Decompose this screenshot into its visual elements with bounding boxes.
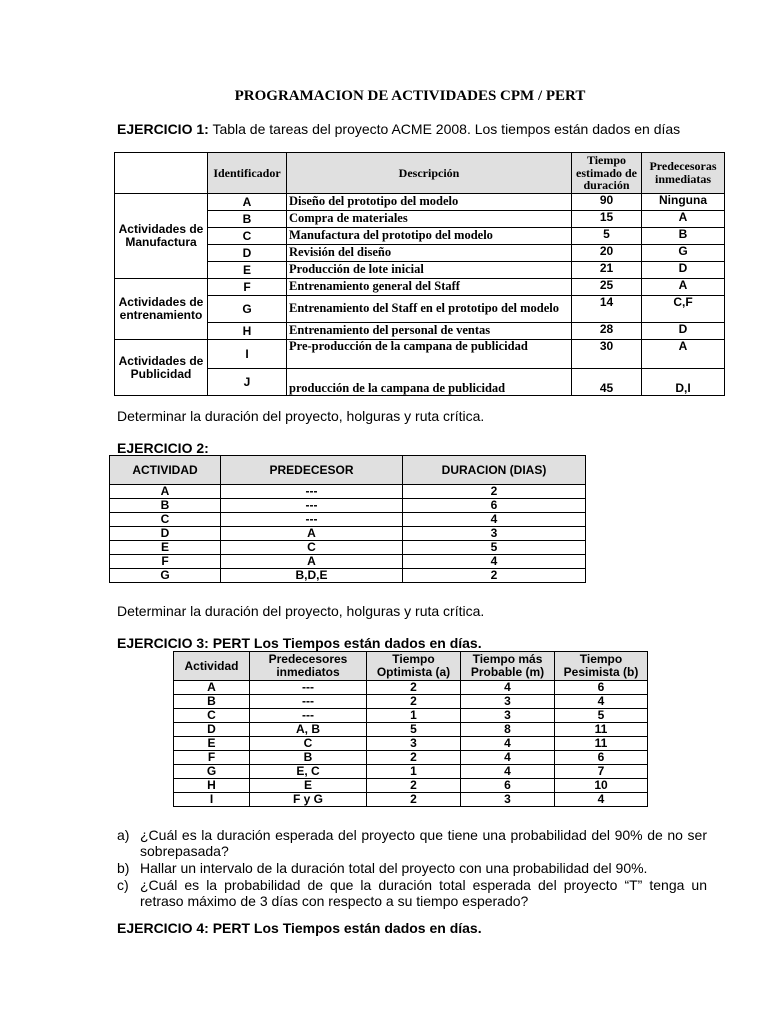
exercise-3-label-text: EJERCICIO 3: PERT Los Tiempos están dados en días. bbox=[117, 635, 482, 651]
table-cell: 3 bbox=[461, 793, 555, 807]
activity-description: Diseño del prototipo del modelo bbox=[287, 194, 572, 211]
table-cell: E bbox=[174, 737, 250, 751]
table-row bbox=[174, 779, 648, 793]
table-cell: 4 bbox=[461, 751, 555, 765]
table-cell: 2 bbox=[367, 793, 461, 807]
table-cell: 4 bbox=[461, 737, 555, 751]
table-row bbox=[174, 793, 648, 807]
exercise-4-label bbox=[117, 920, 482, 936]
table-cell: 3 bbox=[461, 695, 555, 709]
exercise-3-table bbox=[173, 651, 648, 807]
activity-time: 20 bbox=[572, 245, 642, 262]
group-label: Actividades de Publicidad bbox=[115, 340, 208, 396]
activity-id: C bbox=[208, 228, 287, 245]
activity-predecessors: C,F bbox=[642, 296, 725, 323]
table-cell: E bbox=[250, 779, 367, 793]
table-cell: 4 bbox=[461, 765, 555, 779]
table-cell: 6 bbox=[555, 751, 648, 765]
table-row bbox=[110, 499, 586, 513]
table-cell: 11 bbox=[555, 737, 648, 751]
activity-id: J bbox=[208, 369, 287, 396]
table-cell: 10 bbox=[555, 779, 648, 793]
table-header-row bbox=[115, 153, 725, 194]
table-cell: G bbox=[110, 569, 221, 583]
activity-predecessors: Ninguna bbox=[642, 194, 725, 211]
activity-time: 28 bbox=[572, 323, 642, 340]
activity-predecessors: D,I bbox=[642, 369, 725, 396]
table-cell: B bbox=[250, 751, 367, 765]
table-cell: F bbox=[174, 751, 250, 765]
table-row bbox=[110, 513, 586, 527]
table-header-row bbox=[174, 652, 648, 681]
activity-description: Pre-producción de la campana de publicidad bbox=[287, 340, 572, 369]
table-row bbox=[115, 279, 725, 296]
table-cell: A, B bbox=[250, 723, 367, 737]
list-item bbox=[117, 877, 707, 909]
table-cell: D bbox=[110, 527, 221, 541]
exercise-1-task: Determinar la duración del proyecto, holguras y ruta crítica. bbox=[117, 408, 485, 424]
activity-predecessors: A bbox=[642, 211, 725, 228]
table-cell: D bbox=[174, 723, 250, 737]
table-cell: 5 bbox=[403, 541, 586, 555]
activity-id: G bbox=[208, 296, 287, 323]
exercise-4-label-text: EJERCICIO 4: PERT Los Tiempos están dados en días. bbox=[117, 920, 482, 936]
table-cell: F bbox=[110, 555, 221, 569]
activity-predecessors: G bbox=[642, 245, 725, 262]
header-cell: Descripción bbox=[287, 153, 572, 194]
table-cell: 3 bbox=[403, 527, 586, 541]
header-cell: Tiempo estimado de duración bbox=[572, 153, 642, 194]
list-item bbox=[117, 827, 707, 859]
activity-description: Compra de materiales bbox=[287, 211, 572, 228]
table-cell: 1 bbox=[367, 709, 461, 723]
table-cell: C bbox=[221, 541, 403, 555]
table-row bbox=[110, 555, 586, 569]
table-cell: 6 bbox=[403, 499, 586, 513]
table-cell: 2 bbox=[367, 695, 461, 709]
table-cell: B bbox=[110, 499, 221, 513]
table-row bbox=[110, 485, 586, 499]
group-label: Actividades de entrenamiento bbox=[115, 279, 208, 340]
activity-time: 15 bbox=[572, 211, 642, 228]
table-cell: A bbox=[110, 485, 221, 499]
table-cell: 4 bbox=[555, 793, 648, 807]
table-cell: A bbox=[174, 681, 250, 695]
activity-time: 14 bbox=[572, 296, 642, 323]
table-cell: H bbox=[174, 779, 250, 793]
table-row bbox=[174, 709, 648, 723]
table-cell: 1 bbox=[367, 765, 461, 779]
table-row bbox=[110, 527, 586, 541]
exercise-2-table bbox=[109, 455, 586, 583]
header-cell: Identificador bbox=[208, 153, 287, 194]
table-cell: 2 bbox=[367, 751, 461, 765]
header-cell: ACTIVIDAD bbox=[110, 456, 221, 485]
exercise-1-label: EJERCICIO 1: bbox=[117, 121, 209, 137]
list-item-label: c) bbox=[117, 877, 129, 894]
table-cell: 4 bbox=[555, 695, 648, 709]
header-cell: Predecesores inmediatos bbox=[250, 652, 367, 681]
table-row bbox=[110, 569, 586, 583]
activity-predecessors: D bbox=[642, 262, 725, 279]
header-cell: Tiempo Optimista (a) bbox=[367, 652, 461, 681]
header-cell: PREDECESOR bbox=[221, 456, 403, 485]
list-item-text: ¿Cuál es la probabilidad de que la duración total esperada del proyecto “T” tenga un retraso máximo de 3 días con respecto a su tiempo esperado? bbox=[140, 877, 707, 910]
exercise-1-intro bbox=[117, 121, 680, 137]
activity-id: B bbox=[208, 211, 287, 228]
table-cell: 2 bbox=[367, 779, 461, 793]
activity-predecessors: B bbox=[642, 228, 725, 245]
activity-predecessors: A bbox=[642, 279, 725, 296]
activity-description: Producción de lote inicial bbox=[287, 262, 572, 279]
header-cell bbox=[115, 153, 208, 194]
table-cell: 2 bbox=[403, 485, 586, 499]
activity-id: D bbox=[208, 245, 287, 262]
table-cell: C bbox=[250, 737, 367, 751]
activity-id: A bbox=[208, 194, 287, 211]
table-cell: A bbox=[221, 555, 403, 569]
header-cell: Predecesoras inmediatas bbox=[642, 153, 725, 194]
table-cell: 2 bbox=[367, 681, 461, 695]
activity-predecessors: D bbox=[642, 323, 725, 340]
table-cell: 4 bbox=[403, 555, 586, 569]
table-cell: 11 bbox=[555, 723, 648, 737]
activity-id: H bbox=[208, 323, 287, 340]
list-item bbox=[117, 860, 707, 876]
table-cell: --- bbox=[221, 485, 403, 499]
activity-description: Entrenamiento del Staff en el prototipo del modelo bbox=[287, 296, 572, 323]
table-cell: 6 bbox=[461, 779, 555, 793]
table-row bbox=[174, 737, 648, 751]
table-cell: --- bbox=[250, 695, 367, 709]
list-item-label: a) bbox=[117, 827, 130, 843]
table-cell: 3 bbox=[367, 737, 461, 751]
table-cell: E bbox=[110, 541, 221, 555]
activity-id: F bbox=[208, 279, 287, 296]
table-cell: 8 bbox=[461, 723, 555, 737]
table-cell: 6 bbox=[555, 681, 648, 695]
exercise-2-label bbox=[117, 440, 209, 456]
exercise-2-label-text: EJERCICIO 2: bbox=[117, 440, 209, 456]
table-cell: A bbox=[221, 527, 403, 541]
header-cell: DURACION (DIAS) bbox=[403, 456, 586, 485]
table-cell: --- bbox=[250, 681, 367, 695]
table-cell: --- bbox=[221, 513, 403, 527]
activity-time: 45 bbox=[572, 369, 642, 396]
activity-time: 5 bbox=[572, 228, 642, 245]
activity-description: Entrenamiento del personal de ventas bbox=[287, 323, 572, 340]
table-row bbox=[115, 340, 725, 369]
exercise-1-table bbox=[114, 152, 725, 396]
activity-description: Revisión del diseño bbox=[287, 245, 572, 262]
activity-time: 90 bbox=[572, 194, 642, 211]
table-cell: B,D,E bbox=[221, 569, 403, 583]
page-title: PROGRAMACION DE ACTIVIDADES CPM / PERT bbox=[234, 88, 586, 104]
table-cell: 4 bbox=[461, 681, 555, 695]
table-cell: --- bbox=[221, 499, 403, 513]
table-cell: F y G bbox=[250, 793, 367, 807]
table-cell: 5 bbox=[555, 709, 648, 723]
activity-time: 21 bbox=[572, 262, 642, 279]
table-cell: 3 bbox=[461, 709, 555, 723]
group-label: Actividades de Manufactura bbox=[115, 194, 208, 279]
header-cell: Actividad bbox=[174, 652, 250, 681]
table-cell: I bbox=[174, 793, 250, 807]
activity-time: 25 bbox=[572, 279, 642, 296]
table-cell: 2 bbox=[403, 569, 586, 583]
table-row bbox=[174, 681, 648, 695]
header-cell: Tiempo más Probable (m) bbox=[461, 652, 555, 681]
table-row bbox=[174, 751, 648, 765]
activity-predecessors: A bbox=[642, 340, 725, 369]
table-cell: E, C bbox=[250, 765, 367, 779]
list-item-text: ¿Cuál es la duración esperada del proyecto que tiene una probabilidad del 90% de no ser sobrepasada? bbox=[140, 827, 707, 860]
table-row bbox=[115, 194, 725, 211]
exercise-3-questions bbox=[117, 827, 707, 910]
list-item-label: b) bbox=[117, 860, 130, 877]
table-row bbox=[110, 541, 586, 555]
table-cell: 5 bbox=[367, 723, 461, 737]
activity-description: Entrenamiento general del Staff bbox=[287, 279, 572, 296]
exercise-1-text: Tabla de tareas del proyecto ACME 2008. Los tiempos están dados en días bbox=[208, 121, 681, 137]
table-row bbox=[174, 723, 648, 737]
exercise-2-task: Determinar la duración del proyecto, holguras y ruta crítica. bbox=[117, 603, 485, 619]
activity-id: E bbox=[208, 262, 287, 279]
list-item-text: Hallar un intervalo de la duración total del proyecto con una probabilidad del 90%. bbox=[140, 860, 648, 877]
table-cell: --- bbox=[250, 709, 367, 723]
table-row bbox=[174, 695, 648, 709]
table-cell: G bbox=[174, 765, 250, 779]
activity-description: producción de la campana de publicidad bbox=[287, 369, 572, 396]
activity-id: I bbox=[208, 340, 287, 369]
activity-description: Manufactura del prototipo del modelo bbox=[287, 228, 572, 245]
table-header-row bbox=[110, 456, 586, 485]
header-cell: Tiempo Pesimista (b) bbox=[555, 652, 648, 681]
table-row bbox=[174, 765, 648, 779]
table-cell: C bbox=[110, 513, 221, 527]
exercise-3-label bbox=[117, 635, 482, 651]
table-cell: C bbox=[174, 709, 250, 723]
table-cell: B bbox=[174, 695, 250, 709]
table-cell: 7 bbox=[555, 765, 648, 779]
activity-time: 30 bbox=[572, 340, 642, 369]
table-cell: 4 bbox=[403, 513, 586, 527]
